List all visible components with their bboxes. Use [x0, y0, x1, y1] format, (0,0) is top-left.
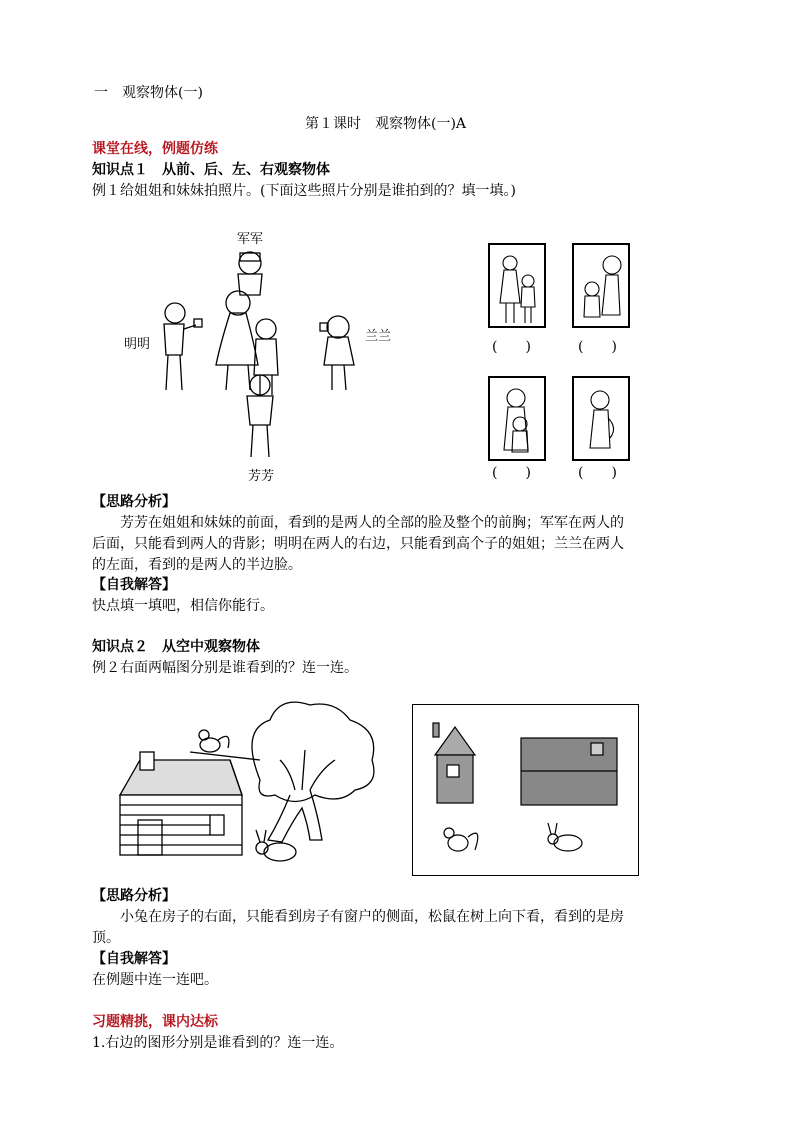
example-2-views-box: [412, 704, 639, 876]
self-answer-heading-2: 【自我解答】: [92, 951, 176, 967]
photo-back-view: [488, 376, 546, 461]
answer-blank-3[interactable]: ( ): [492, 465, 531, 481]
photo-back-drawing: [490, 378, 548, 463]
label-mingming: 明明: [124, 337, 151, 352]
people-drawing: [120, 225, 420, 485]
analysis-1-line-1: 芳芳在姐姐和妹妹的前面，看到的是两人的全部的脸及整个的前胸；军军在两人的: [120, 515, 624, 531]
label-lanlan: 兰兰: [365, 329, 392, 344]
photo-left-drawing: [574, 378, 632, 463]
photo-right-view: [572, 243, 630, 328]
example-1-text: 例１给姐姐和妹妹拍照片。(下面这些照片分别是谁拍到的？填一填。): [92, 183, 516, 199]
example-1-figure: [120, 225, 420, 485]
section-heading-2: 习题精挑，课内达标: [92, 1014, 218, 1030]
answer-blank-4[interactable]: ( ): [578, 465, 617, 481]
analysis-1-line-2: 后面，只能看到两人的背影；明明在两人的右边，只能看到高个子的姐姐；兰兰在两人: [92, 536, 624, 552]
section-heading-1: 课堂在线，例题仿练: [92, 141, 218, 157]
label-junjun: 军军: [237, 232, 264, 247]
photo-left-view: [572, 376, 630, 461]
analysis-1-line-3: 的左面，看到的是两人的半边脸。: [92, 557, 302, 573]
house-tree-scene: [110, 690, 410, 870]
unit-title: 一 观察物体(一): [94, 85, 203, 101]
self-answer-heading-1: 【自我解答】: [92, 577, 176, 593]
example-2-text: 例２右面两幅图分别是谁看到的？连一连。: [92, 660, 358, 676]
analysis-heading-2: 【思路分析】: [92, 888, 176, 904]
analysis-2-line-2: 顶。: [92, 930, 120, 946]
label-fangfang: 芳芳: [248, 469, 275, 484]
photo-right-drawing: [574, 245, 632, 330]
answer-blank-1[interactable]: ( ): [492, 339, 531, 355]
analysis-2-line-1: 小兔在房子的右面，只能看到房子有窗户的侧面，松鼠在树上向下看，看到的是房: [120, 909, 624, 925]
photo-front-drawing: [490, 245, 548, 330]
photo-front-view: [488, 243, 546, 328]
knowledge-point-1: 知识点１ 从前、后、左、右观察物体: [92, 162, 330, 178]
answer-blank-2[interactable]: ( ): [578, 339, 617, 355]
analysis-heading-1: 【思路分析】: [92, 494, 176, 510]
knowledge-point-2: 知识点２ 从空中观察物体: [92, 639, 260, 655]
views-drawing: [413, 705, 640, 877]
question-1-text: 1.右边的图形分别是谁看到的？连一连。: [92, 1035, 344, 1051]
self-answer-1: 快点填一填吧，相信你能行。: [92, 598, 274, 614]
lesson-title: 第１课时 观察物体(一)A: [305, 116, 467, 132]
self-answer-2: 在例题中连一连吧。: [92, 972, 218, 988]
